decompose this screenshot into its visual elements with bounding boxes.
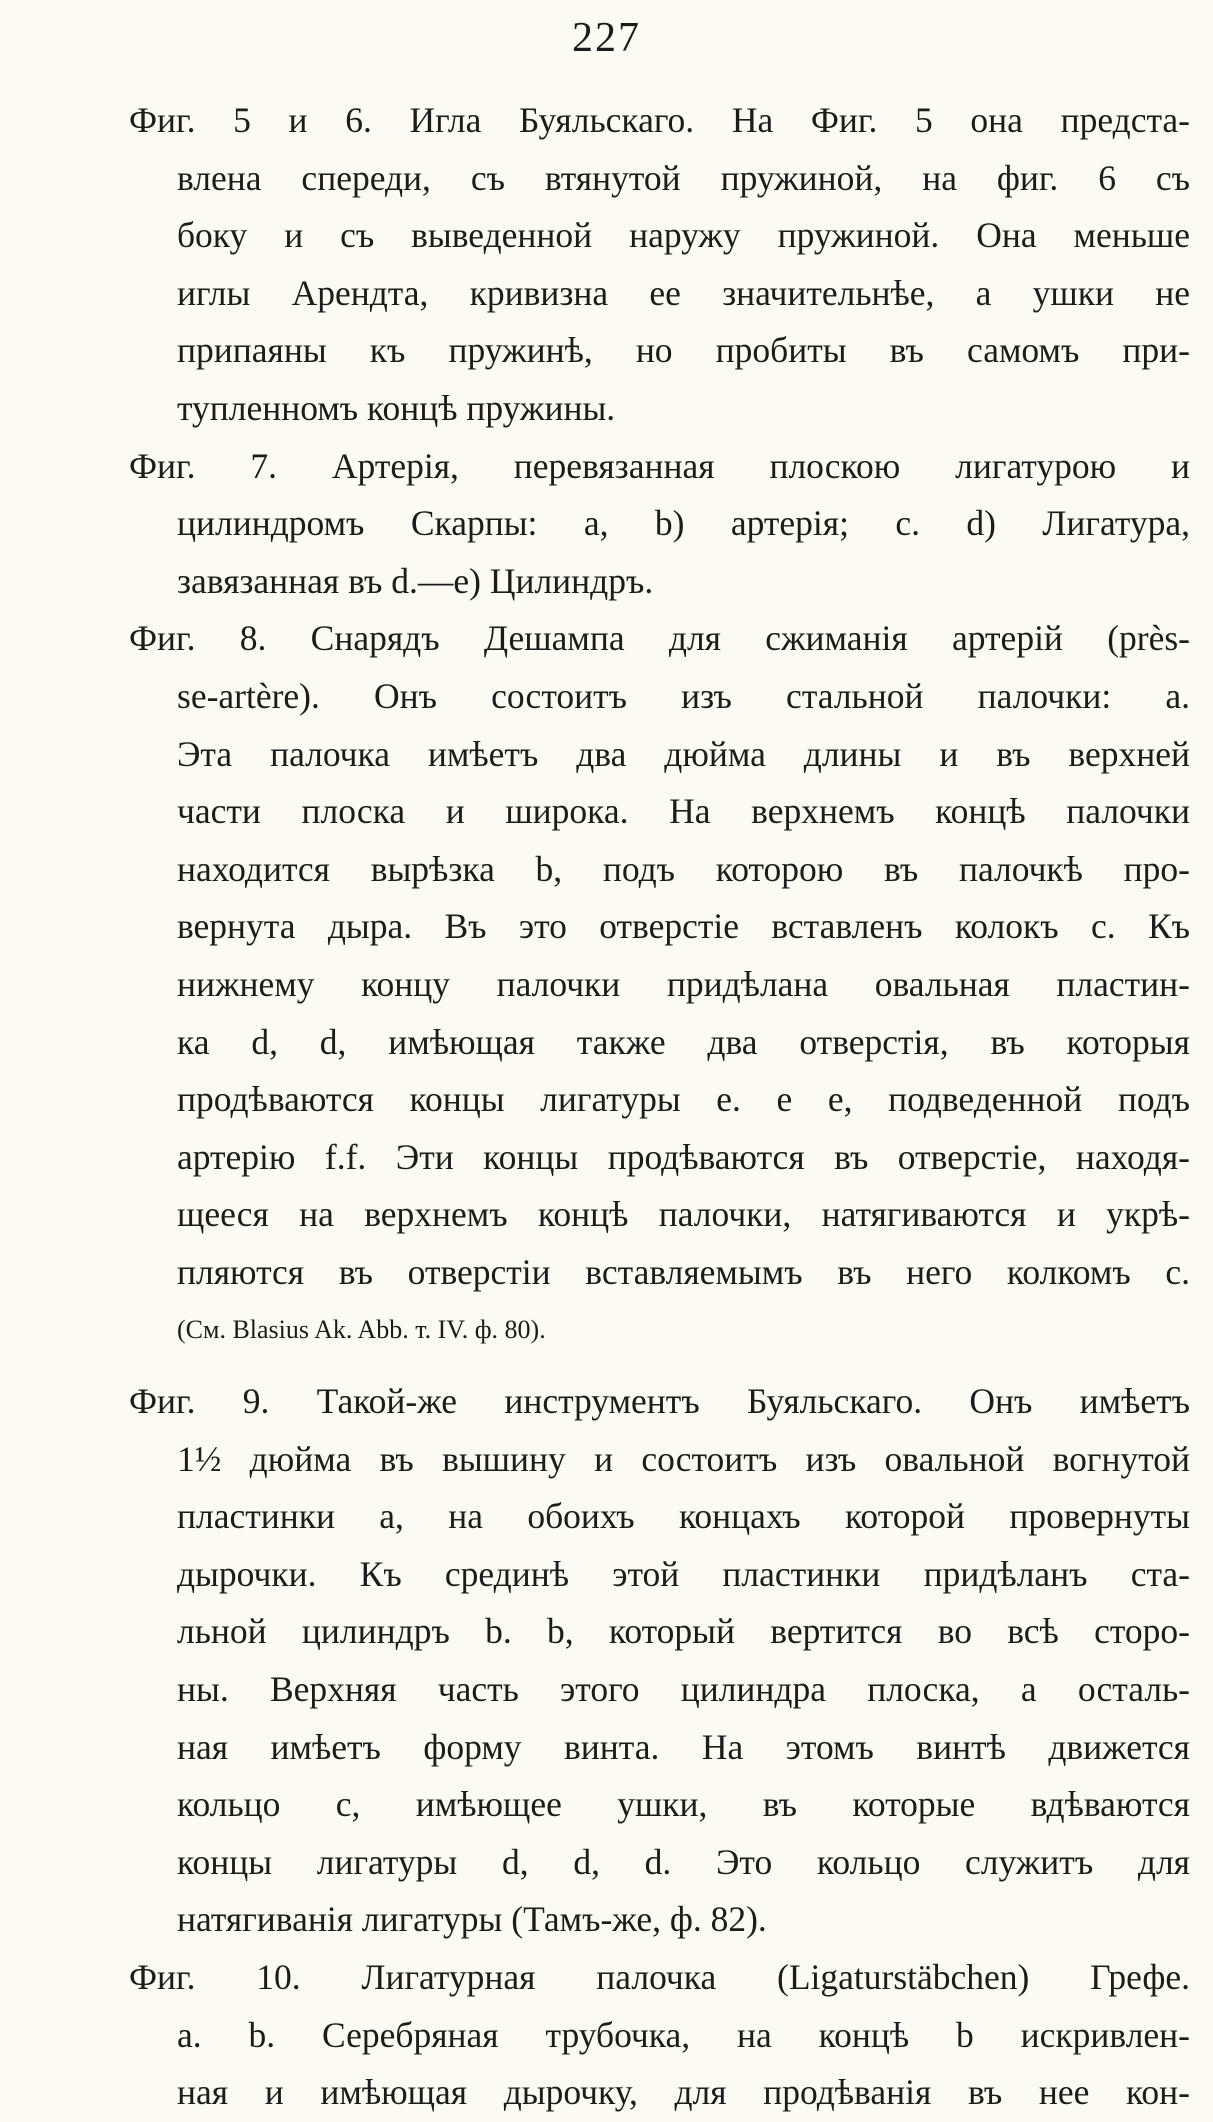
- text-line: ка d, d, имѣющая также два отверстія, въ которыя: [177, 1021, 1190, 1062]
- text-line: дырочки. Къ срединѣ этой пластинки придѣланъ ста-: [177, 1553, 1190, 1594]
- text-line: Эта палочка имѣетъ два дюйма длины и въ верхней: [177, 733, 1190, 774]
- text-line: припаяны къ пружинѣ, но пробиты въ самомъ при-: [177, 330, 1190, 371]
- text-line: части плоска и широка. На верхнемъ концѣ палочки: [177, 791, 1190, 832]
- text-line: se-artère). Онъ состоитъ изъ стальной палочки: a.: [177, 675, 1190, 716]
- text-line: a. b. Серебряная трубочка, на концѣ b искривлен-: [177, 2014, 1190, 2055]
- text-line: пляются въ отверстіи вставляемымъ въ него колкомъ c.: [177, 1251, 1190, 1292]
- text-line: завязанная въ d.—e) Цилиндръ.: [177, 560, 654, 601]
- text-line: Фиг. 10. Лигатурная палочка (Ligaturstäbchen) Грефе.: [129, 1957, 1190, 1997]
- text-line: тупленномъ концѣ пружины.: [177, 387, 616, 428]
- text-line: Фиг. 8. Снарядъ Дешампа для сжиманія артерій (près-: [129, 618, 1190, 659]
- text-line: влена спереди, съ втянутой пружиной, на фиг. 6 съ: [177, 157, 1190, 198]
- text-line: натягиванія лигатуры (Тамъ-же, ф. 82).: [177, 1899, 767, 1940]
- body-text: [129, 92, 1190, 2122]
- text-line: нижнему концу палочки придѣлана овальная пластин-: [177, 963, 1190, 1004]
- text-line: цилиндромъ Скарпы: a, b) артерія; c. d) Лигатура,: [177, 503, 1190, 544]
- text-line: щееся на верхнемъ концѣ палочки, натягиваются и укрѣ-: [177, 1194, 1190, 1235]
- text-line: 1½ дюйма въ вышину и состоитъ изъ овальной вогнутой: [177, 1438, 1190, 1479]
- text-line: пластинки a, на обоихъ концахъ которой провернуты: [177, 1496, 1190, 1537]
- text-line: иглы Арендта, кривизна ее значительнѣе, а ушки не: [177, 272, 1190, 313]
- text-line: ная имѣетъ форму винта. На этомъ винтѣ движется: [177, 1726, 1190, 1767]
- text-line: находится вырѣзка b, подъ которою въ палочкѣ про-: [177, 848, 1190, 889]
- text-line: (См. Blasius Ak. Abb. т. IV. ф. 80).: [177, 1315, 546, 1345]
- text-line: концы лигатуры d, d, d. Это кольцо служитъ для: [177, 1841, 1190, 1882]
- text-line: Фиг. 7. Артерія, перевязанная плоскою лигатурою и: [129, 445, 1190, 486]
- text-line: льной цилиндръ b. b, который вертится во всѣ сторо-: [177, 1611, 1190, 1652]
- text-line: Фиг. 9. Такой-же инструментъ Буяльскаго. Онъ имѣетъ: [129, 1381, 1190, 1422]
- page-number: 227: [572, 15, 641, 61]
- text-line: артерію f.f. Эти концы продѣваются въ отверстіе, находя-: [177, 1136, 1190, 1177]
- text-line: продѣваются концы лигатуры e. e e, подведенной подъ: [177, 1079, 1190, 1120]
- text-line: Фиг. 5 и 6. Игла Буяльскаго. На Фиг. 5 она предста-: [129, 100, 1190, 140]
- text-line: ная и имѣющая дырочку, для продѣванія въ нее кон-: [177, 2072, 1190, 2113]
- text-line: кольцо c, имѣющее ушки, въ которые вдѣваются: [177, 1784, 1190, 1825]
- text-line: ны. Верхняя часть этого цилиндра плоска, а осталь-: [177, 1669, 1190, 1710]
- text-line: вернута дыра. Въ это отверстіе вставленъ колокъ c. Къ: [177, 906, 1190, 947]
- text-line: боку и съ выведенной наружу пружиной. Она меньше: [177, 215, 1190, 256]
